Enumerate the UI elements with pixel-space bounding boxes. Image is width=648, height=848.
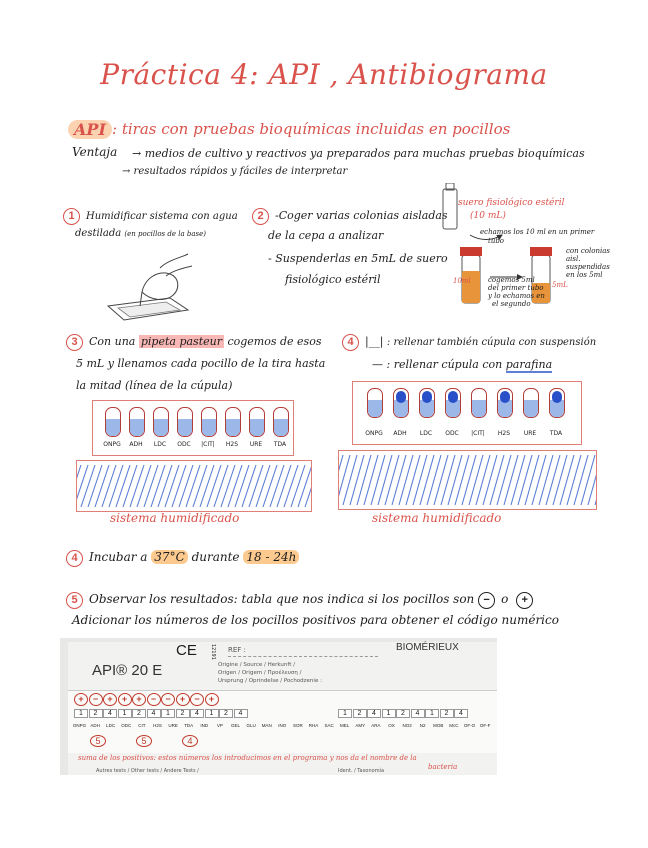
- cupule: [393, 388, 409, 418]
- cupule: [497, 388, 513, 418]
- result-sign: −: [147, 693, 161, 706]
- cupule-label: |CIT|: [471, 430, 485, 437]
- note-mid-2: del primer tubo: [488, 284, 544, 292]
- test-label: SOR: [293, 723, 303, 728]
- sum-value: 4: [182, 735, 198, 747]
- cupule-label: ODC: [445, 430, 459, 437]
- test-label: ONPG: [72, 723, 87, 728]
- cupule: [129, 407, 145, 437]
- cupule-label: ONPG: [365, 430, 383, 437]
- result-sign: +: [132, 693, 146, 706]
- result-sign: −: [89, 693, 103, 706]
- test-label: OX: [388, 723, 395, 728]
- suero-volume: (10 mL): [470, 211, 506, 221]
- weight-number: 1: [74, 709, 88, 718]
- step-1-line-1: 1 Humidificar sistema con agua: [63, 208, 238, 225]
- note-right-1: con colonias: [566, 247, 610, 255]
- test-label: OF-F: [479, 723, 491, 728]
- step-4a-line-1: 4 |__| : rellenar también cúpula con suspensión: [342, 334, 596, 351]
- weight-number: 4: [147, 709, 161, 718]
- cupule: [523, 388, 539, 418]
- page-title: Práctica 4: API , Antibiograma: [100, 58, 548, 91]
- cupule: [273, 407, 289, 437]
- tube-1-volume: 10ml: [453, 277, 471, 285]
- negative-icon: −: [478, 592, 495, 609]
- test-label: URE: [168, 723, 178, 728]
- api-label: API: [68, 120, 112, 139]
- cupule-label: URE: [249, 441, 263, 448]
- note-top-2: tubo: [488, 237, 505, 245]
- test-label: NO2: [402, 723, 412, 728]
- wash-bottle-drawing: [100, 248, 195, 328]
- test-label: H2S: [153, 723, 162, 728]
- test-label: MOB: [433, 723, 444, 728]
- footer-2: Ident. / Taxonomía: [338, 768, 385, 774]
- cupule: [201, 407, 217, 437]
- test-label: ADH: [90, 723, 100, 728]
- ventaja-line-2: → resultados rápidos y fáciles de interpretar: [122, 166, 348, 177]
- result-sign: −: [161, 693, 175, 706]
- weight-number: 4: [234, 709, 248, 718]
- cupule-label: ADH: [129, 441, 143, 448]
- cupule: [445, 388, 461, 418]
- cupule: [153, 407, 169, 437]
- test-label: SAC: [324, 723, 334, 728]
- cupule: [367, 388, 383, 418]
- weight-number: 2: [89, 709, 103, 718]
- step-3-number: 3: [66, 334, 83, 351]
- test-label: AMY: [355, 723, 366, 728]
- tube-2-volume: 5mL: [552, 281, 568, 289]
- weight-number: 1: [205, 709, 219, 718]
- test-label: McC: [449, 723, 459, 728]
- note-mid-1: cogemos 5ml: [488, 276, 535, 284]
- test-label: GEL: [230, 723, 240, 728]
- step-5-line-2: Adicionar los números de los pocillos positivos para obtener el código numérico: [72, 613, 559, 627]
- humid-box-left: [76, 460, 312, 512]
- sistema-label-right: sistema humidificado: [372, 511, 502, 525]
- cupule: [419, 388, 435, 418]
- sum-value: 5: [136, 735, 152, 747]
- step-3-line-1: 3 Con una pipeta pasteur cogemos de esos: [66, 334, 321, 351]
- step-1-line-2: destilada (en pocillos de la base): [75, 228, 206, 239]
- parafina-highlight: parafina: [505, 358, 553, 371]
- step-2-line-3: - Suspenderlas en 5mL de suero: [268, 252, 448, 265]
- step-2-number: 2: [252, 208, 269, 225]
- test-label: MAN: [261, 723, 272, 728]
- weight-number: 4: [103, 709, 117, 718]
- cupule-label: ODC: [177, 441, 191, 448]
- weight-number: 2: [132, 709, 146, 718]
- api-20e-form: [60, 638, 497, 775]
- cupule-label: URE: [523, 430, 537, 437]
- step-4b-number: 4: [66, 550, 83, 567]
- weight-number: 4: [190, 709, 204, 718]
- weight-number: 4: [367, 709, 381, 718]
- weight-number: 2: [440, 709, 454, 718]
- test-label: INO: [278, 723, 287, 728]
- humid-box-right: [338, 450, 597, 510]
- note-right-3: suspendidas: [566, 263, 610, 271]
- weight-number: 1: [118, 709, 132, 718]
- cupule-label: TDA: [549, 430, 563, 437]
- time-highlight: 18 - 24h: [243, 550, 299, 564]
- suero-label: suero fisiológico estéril: [458, 198, 565, 208]
- step-5-line-1: 5 Observar los resultados: tabla que nos indica si los pocillos son − o +: [66, 592, 539, 609]
- step-4a-number: 4: [342, 334, 359, 351]
- cupule-label: LDC: [153, 441, 167, 448]
- result-sign: −: [190, 693, 204, 706]
- sistema-label-left: sistema humidificado: [110, 511, 240, 525]
- api-definition: : tiras con pruebas bioquímicas incluidas en pocillos: [112, 120, 511, 138]
- step-4b-line: 4 Incubar a 37°C durante 18 - 24h: [66, 550, 299, 567]
- ref-label: REF :: [228, 646, 246, 654]
- result-sign: +: [205, 693, 219, 706]
- weight-number: 1: [382, 709, 396, 718]
- note-mid-3: y lo echamos en: [488, 292, 545, 300]
- test-label: MEL: [340, 723, 350, 728]
- product-label: API® 20 E: [92, 662, 163, 679]
- weight-number: 4: [411, 709, 425, 718]
- test-label: TDA: [184, 723, 194, 728]
- form-code: 12191: [210, 644, 216, 660]
- test-label: OF-O: [463, 723, 476, 728]
- weight-number: 2: [176, 709, 190, 718]
- cupule: [471, 388, 487, 418]
- step-5-number: 5: [66, 592, 83, 609]
- step-2-line-4: fisiológico estéril: [285, 273, 381, 286]
- origine-1: Origine / Source / Herkunft /: [218, 662, 295, 668]
- cupule: [105, 407, 121, 437]
- test-label: ARA: [371, 723, 381, 728]
- ventaja-label: Ventaja: [72, 145, 118, 159]
- test-label: N2: [419, 723, 426, 728]
- note-right-2: aisl.: [566, 255, 581, 263]
- step-2-line-1: 2 -Coger varias colonias aisladas: [252, 208, 448, 225]
- result-sign: +: [74, 693, 88, 706]
- weight-number: 2: [396, 709, 410, 718]
- brand-label: BIOMÉRIEUX: [396, 642, 459, 653]
- origine-3: Ursprung / Oprindelse / Pochodzenie :: [218, 678, 322, 684]
- pipeta-highlight: pipeta pasteur: [140, 335, 222, 348]
- step-3-line-2: 5 mL y llenamos cada pocillo de la tira hasta: [76, 357, 326, 370]
- weight-number: 1: [425, 709, 439, 718]
- strip-right: [352, 381, 582, 445]
- cupule-label: H2S: [225, 441, 239, 448]
- weight-number: 2: [219, 709, 233, 718]
- cupule-label: |CIT|: [201, 441, 215, 448]
- handnote-line-1: suma de los positivos: estos números los introducimos en el programa y nos da el nombre de la: [78, 754, 417, 762]
- cupule: [549, 388, 565, 418]
- ventaja-line-1: → medios de cultivo y reactivos ya preparados para muchas pruebas bioquímicas: [132, 147, 585, 160]
- cupule: [249, 407, 265, 437]
- note-right-4: en los 5ml: [566, 271, 603, 279]
- result-sign: +: [118, 693, 132, 706]
- test-label: ODC: [121, 723, 132, 728]
- cupule: [225, 407, 241, 437]
- weight-number: 2: [353, 709, 367, 718]
- test-label: CIT: [138, 723, 146, 728]
- cupule-label: ONPG: [103, 441, 121, 448]
- cupule-label: TDA: [273, 441, 287, 448]
- note-top-1: echamos los 10 ml en un primer: [480, 228, 595, 236]
- strip-left: [92, 400, 294, 456]
- result-sign: +: [176, 693, 190, 706]
- test-label: RHA: [308, 723, 319, 728]
- weight-number: 1: [338, 709, 352, 718]
- result-sign: +: [103, 693, 117, 706]
- footer-1: Autres tests / Other tests / Andere Tests /: [96, 768, 199, 774]
- weight-number: 4: [454, 709, 468, 718]
- cupule-label: LDC: [419, 430, 433, 437]
- note-mid-4: el segundo: [492, 300, 531, 308]
- handnote-line-2: bacteria: [428, 763, 458, 771]
- test-label: VP: [216, 723, 223, 728]
- ce-mark: CE: [176, 642, 197, 659]
- form-grid: [68, 690, 497, 753]
- sum-value: 5: [90, 735, 106, 747]
- weight-number: 1: [161, 709, 175, 718]
- test-label: GLU: [246, 723, 256, 728]
- step-4a-line-2: — : rellenar cúpula con parafina: [372, 358, 553, 371]
- step-2-line-2: de la cepa a analizar: [268, 229, 384, 242]
- cupule-label: H2S: [497, 430, 511, 437]
- temp-highlight: 37°C: [151, 550, 187, 564]
- test-label: IND: [200, 723, 209, 728]
- positive-icon: +: [516, 592, 533, 609]
- origine-2: Origen / Origem / Προέλευση /: [218, 670, 302, 676]
- step-1-number: 1: [63, 208, 80, 225]
- cupule-label: ADH: [393, 430, 407, 437]
- step-3-line-3: la mitad (línea de la cúpula): [76, 379, 233, 392]
- test-label: LDC: [106, 723, 116, 728]
- cupule: [177, 407, 193, 437]
